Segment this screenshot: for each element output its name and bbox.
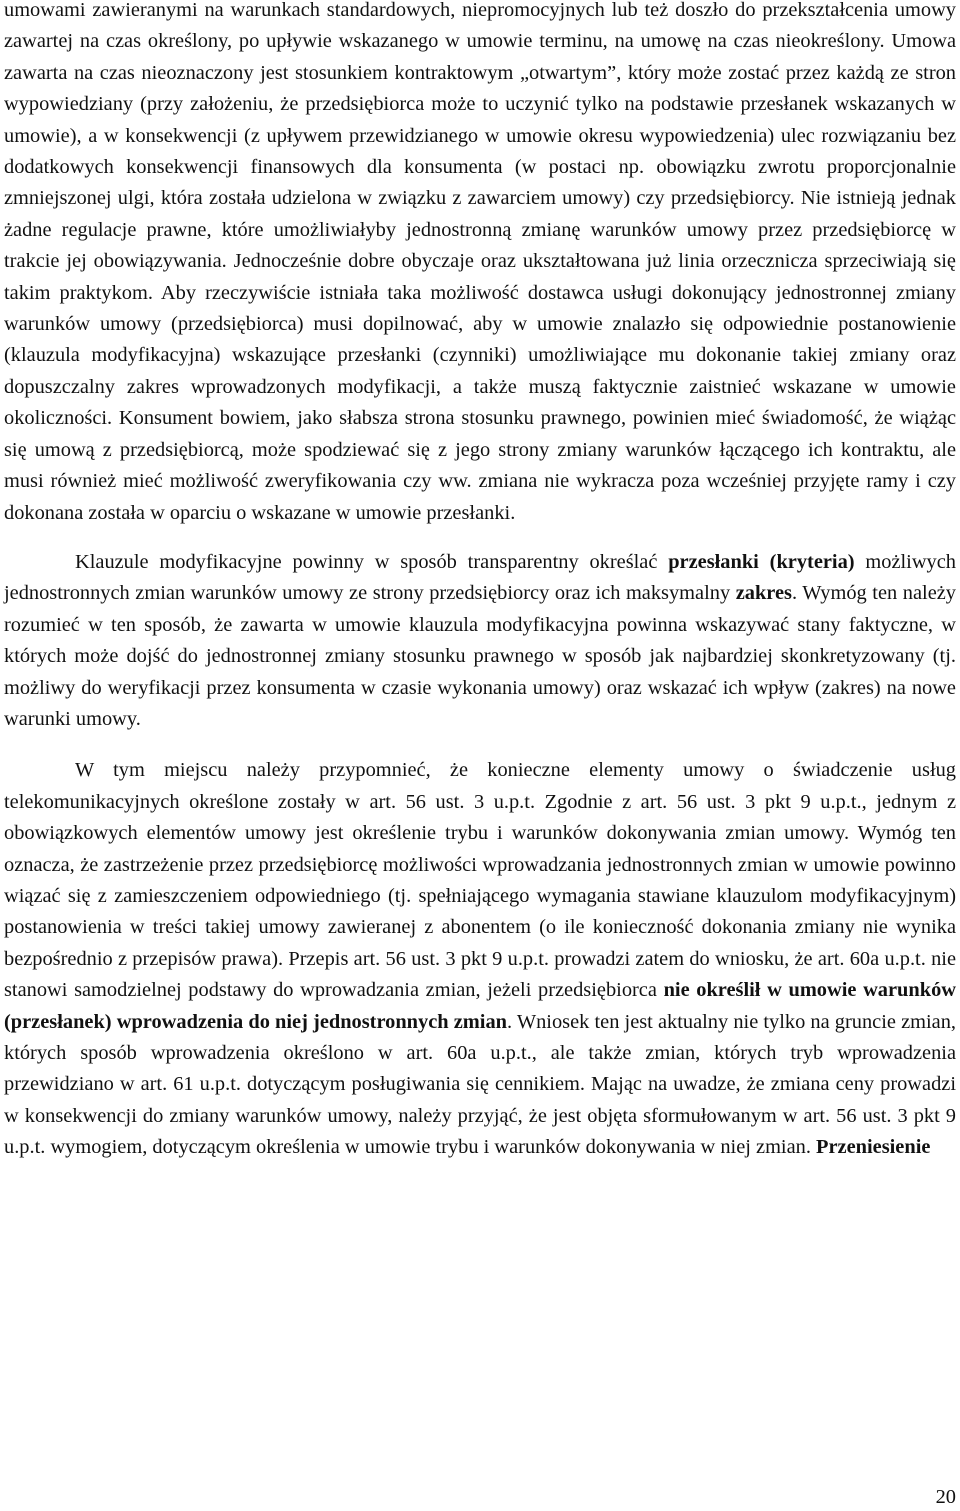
paragraph-1-run-1: umowami zawieranymi na warunkach standardowych, niepromocyjnych lub też doszło do przekształcenia umowy zawartej na czas określony, po upływie wskazanego w umowie terminu, na umowę na czas nieokreślony. Umowa zawarta na czas nieoznaczony jest stosunkiem kontraktowym „otwartym”, który może zostać przez każdą ze stron wypowiedziany (przy założeniu, że przedsiębiorca może to uczynić tylko na podstawie przesłanek wskazanych w umowie), a w konsekwencji (z upływem przewidzianego w umowie okresu wypowiedzenia) ulec rozwiązaniu bez dodatkowych konsekwencji finansowych dla konsumenta (w postaci np. obowiązku zwrotu proporcjonalnie zmniejszonej ulgi, która została udzielona w związku z zawarciem umowy) czy przedsiębiorcy. Nie istnieją jednak żadne regulacje prawne, które umożliwiałyby jednostronną zmianę warunków umowy przez przedsiębiorcę w trakcie jej obowiązywania. Jednocześnie dobre obyczaje oraz ukształtowana już linia orzecznicza sprzeciwiają się takim praktykom. Aby rzeczywiście istniała taka możliwość dostawca usługi dokonujący jednostronnej zmiany warunków umowy (przedsiębiorca) musi dopilnować, aby w umowie znalazło się odpowiednie postanowienie (klauzula modyfikacyjna) wskazujące przesłanki (czynniki) umożliwiające mu dokonanie takiej zmiany oraz dopuszczalny zakres wprowadzonych modyfikacji, a także muszą faktycznie zaistnieć wskazane w umowie okoliczności. Konsument bowiem, jako słabsza strona stosunku prawnego, powinien mieć świadomość, że wiążąc się umową z przedsiębiorcą, może spodziewać się z jego strony zmiany warunków łączącego ich kontraktu, ale musi również mieć możliwość zweryfikowania czy ww. zmiana nie wykracza poza wcześniej przyjęte ramy i czy dokonana została w oparciu o wskazane w umowie przesłanki. <box>4 0 956 524</box>
paragraph-2-bold-zakres: zakres <box>735 582 792 605</box>
paragraph-3-bold-przeniesienie: Przeniesienie <box>816 1136 931 1159</box>
paragraph-2-run-1: Klauzule modyfikacyjne powinny w sposób transparentny określać <box>75 550 669 573</box>
paragraph-3-bold-warunki: nie określił w umowie warunków (przesłanek) wprowadzenia do niej jednostronnych zmian <box>4 979 956 1033</box>
paragraph-1 <box>4 0 956 529</box>
paragraph-2 <box>4 547 956 735</box>
paragraph-spacer <box>4 735 956 755</box>
paragraph-3-run-1: W tym miejscu należy przypomnieć, że konieczne elementy umowy o świadczenie usług telekomunikacyjnych określone zostały w art. 56 ust. 3 u.p.t. Zgodnie z art. 56 ust. 3 pkt 9 u.p.t., jednym z obowiązkowych elementów umowy jest określenie trybu i warunków dokonywania zmian umowy. Wymóg ten oznacza, że zastrzeżenie przez przedsiębiorcę możliwości wprowadzania jednostronnych zmian w umowie powinno wiązać się z zamieszczeniem odpowiedniego (tj. spełniającego wymagania stawiane klauzulom modyfikacyjnym) postanowienia w treści takiej umowy zawieranej z abonentem (o ile konieczność dokonania zmiany nie wynika bezpośrednio z przepisów prawa). Przepis art. 56 ust. 3 pkt 9 u.p.t. prowadzi zatem do wniosku, że art. 60a u.p.t. nie stanowi samodzielnej podstawy do wprowadzania zmian, jeżeli przedsiębiorca <box>4 759 956 1002</box>
paragraph-spacer <box>4 529 956 547</box>
paragraph-2-run-3: możliwych jednostronnych zmian warunków umowy ze strony przedsiębiorcy oraz ich maksymalny <box>4 550 956 605</box>
paragraph-3 <box>4 755 956 1163</box>
paragraph-2-bold-przeslanki: przesłanki (kryteria) <box>668 550 855 573</box>
paragraph-2-run-5: . Wymóg ten należy rozumieć w ten sposób, że zawarta w umowie klauzula modyfikacyjna powinna wskazywać stany faktyczne, w których może dojść do jednostronnej zmiany stosunku prawnego w sposób jak najbardziej skonkretyzowany (tj. możliwy do weryfikacji przez konsumenta w czasie wykonania umowy) oraz wskazać ich wpływ (zakres) na nowe warunki umowy. <box>4 582 956 730</box>
page-number: 20 <box>935 1486 956 1508</box>
paragraph-3-run-3: . Wniosek ten jest aktualny nie tylko na gruncie zmian, których sposób wprowadzenia określono w art. 60a u.p.t., ale także zmian, których tryb wprowadzenia przewidziano w art. 61 u.p.t. dotyczącym posługiwania się cennikiem. Mając na uwadze, że zmiana ceny prowadzi w konsekwencji do zmiany warunków umowy, należy przyjąć, że jest objęta sformułowanym w art. 56 ust. 3 pkt 9 u.p.t. wymogiem, dotyczącym określenia w umowie trybu i warunków dokonywania w niej zmian. <box>4 1010 957 1159</box>
